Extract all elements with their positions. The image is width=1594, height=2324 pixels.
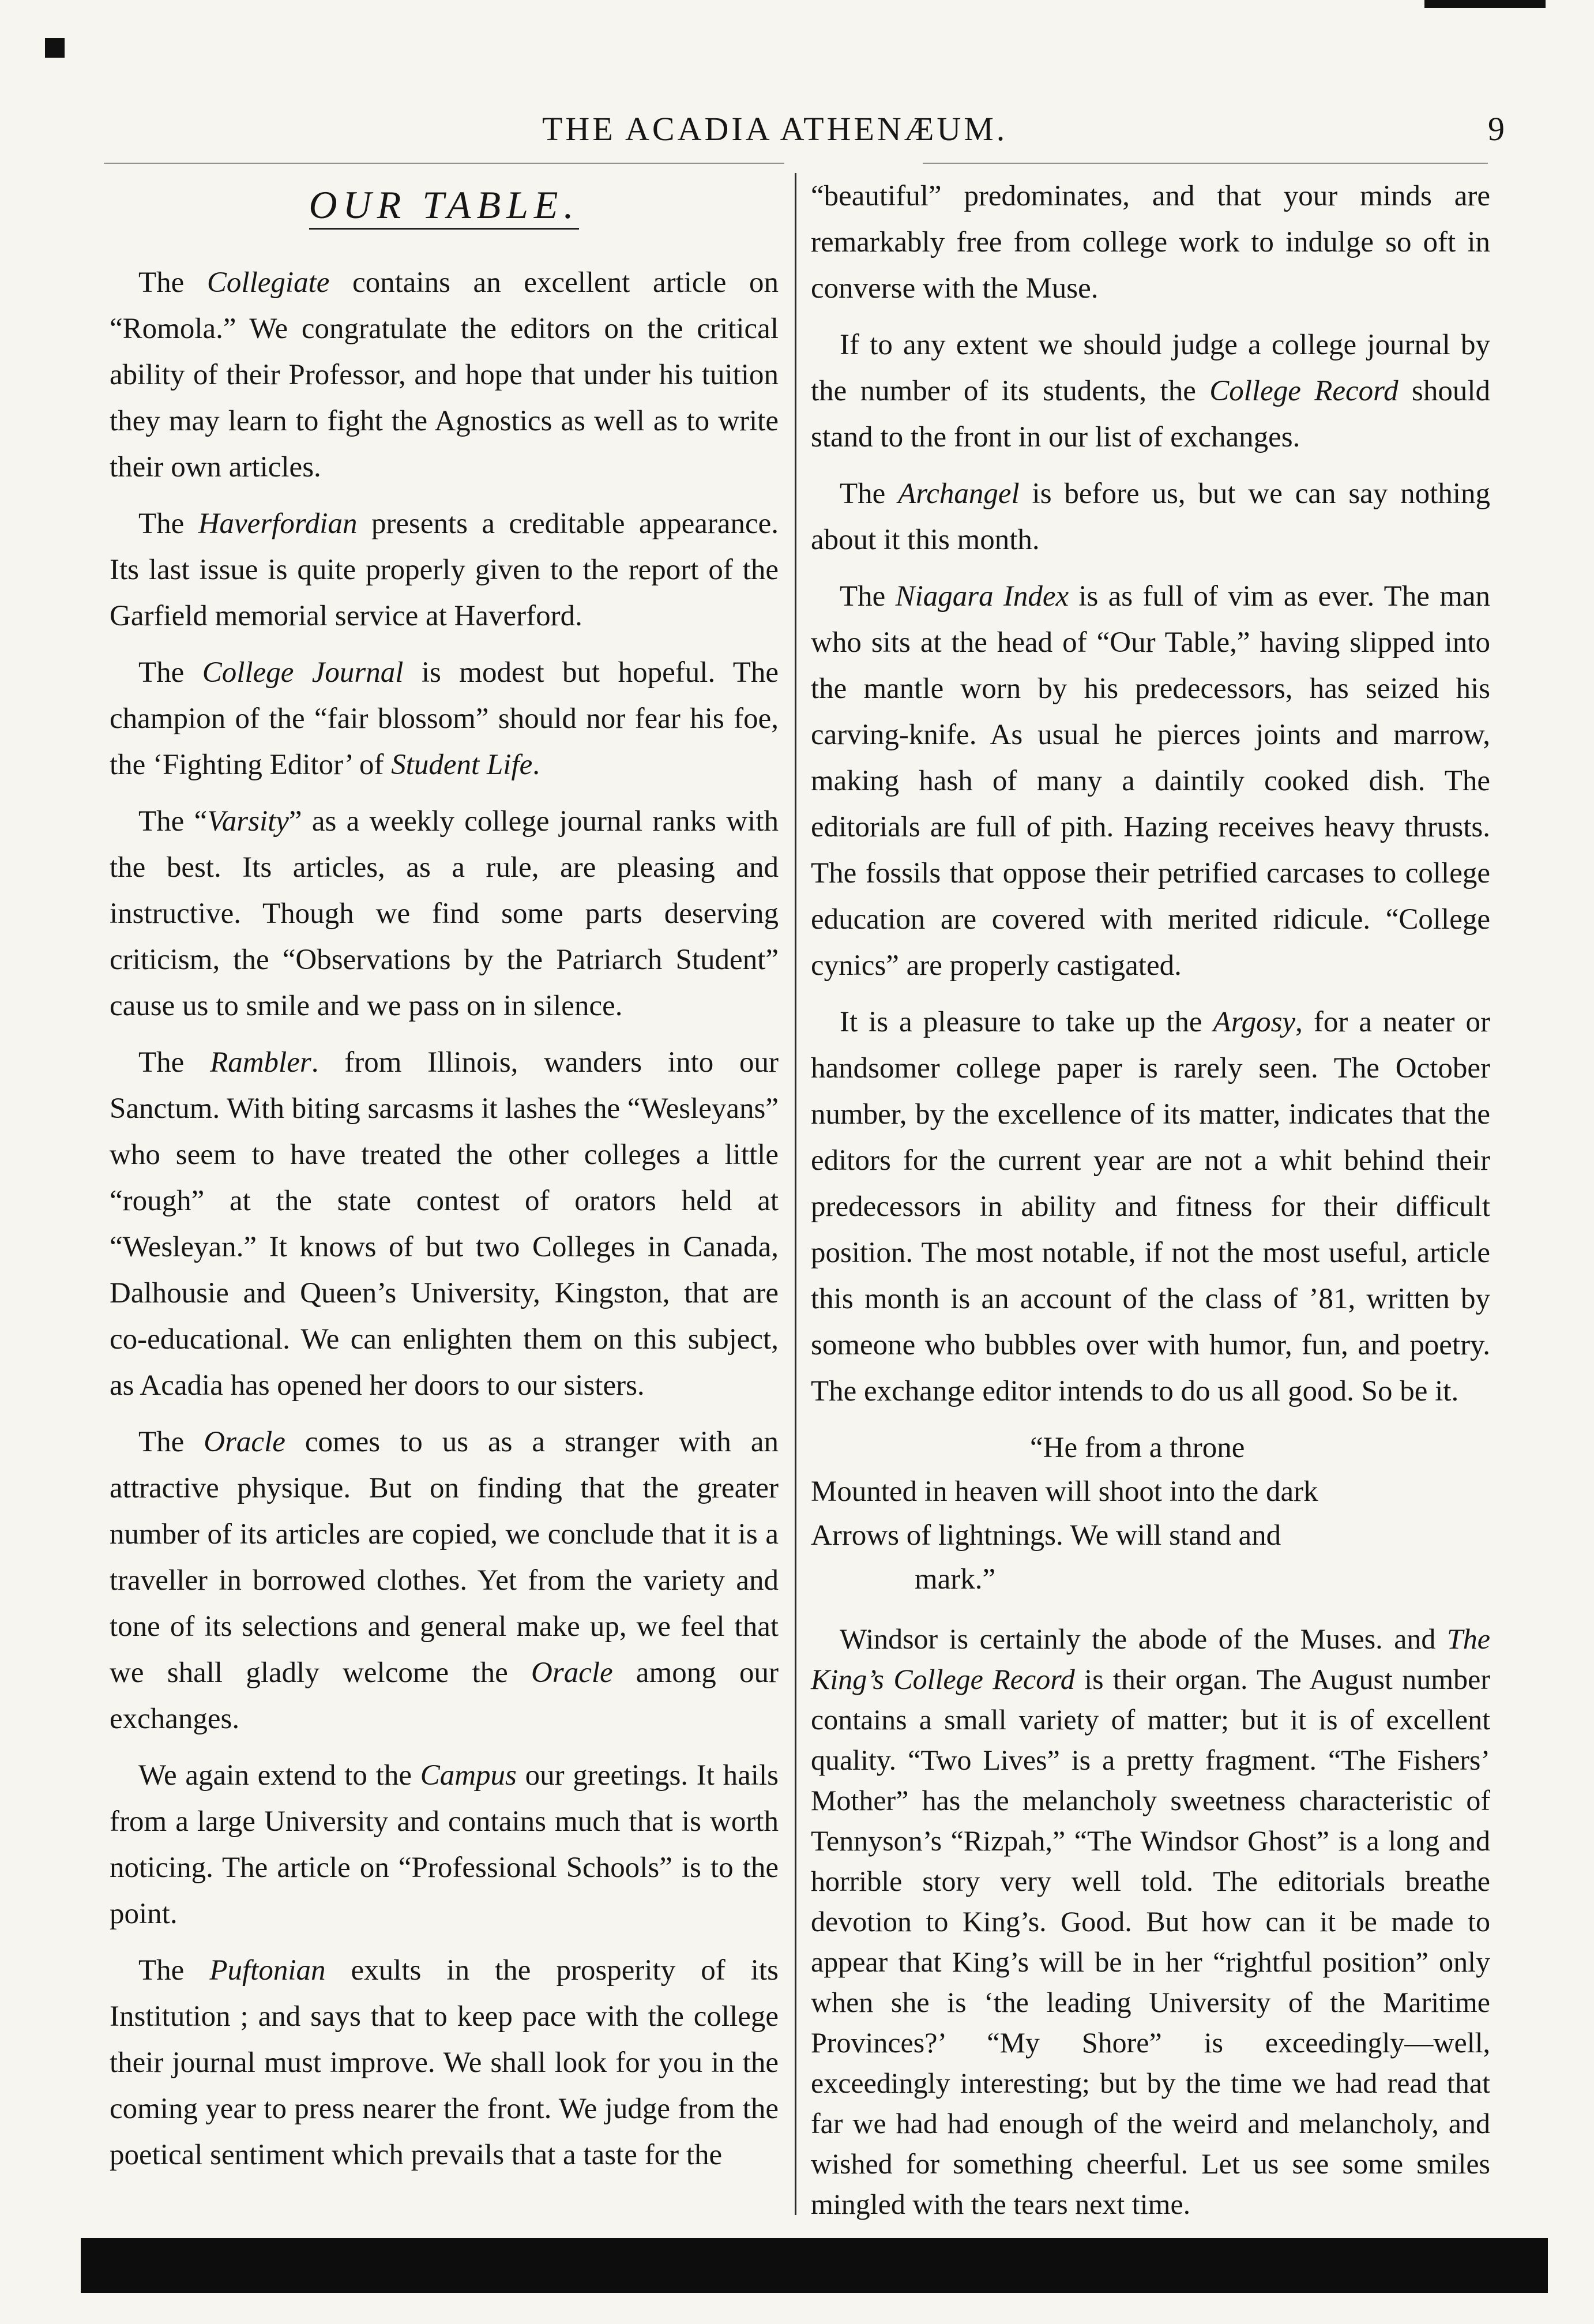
- journal-title: Haverfordian: [198, 508, 358, 540]
- journal-title: Varsity: [207, 805, 289, 838]
- column-separator: [795, 173, 796, 2215]
- paragraph: [110, 260, 779, 490]
- paragraph-text: is modest but hopeful. The champion of the “fair blossom” should nor fear his foe, the ‘Fighting Editor’ of: [110, 656, 779, 781]
- paragraph-text: contains an excellent article on “Romola.” We congratulate the editors on the critical ability of their Professor, and hope that under his tuition they may learn to fight the Agnostics as well as to write their own articles.: [110, 266, 779, 483]
- paragraph-text: is before us, but we can say nothing about it this month.: [811, 478, 1490, 556]
- journal-title: The King’s College Record: [811, 1623, 1490, 1695]
- paragraph-text: The: [138, 1954, 210, 1987]
- bottom-edge-bar: [81, 2238, 1548, 2293]
- paragraph: [811, 173, 1490, 311]
- journal-title: Oracle: [204, 1426, 285, 1458]
- right-paragraphs-lower: [811, 1619, 1490, 2224]
- paragraph: [110, 1419, 779, 1742]
- paragraph-text: .: [532, 749, 540, 781]
- paragraph-text: The: [138, 1426, 204, 1458]
- journal-title: Collegiate: [206, 266, 330, 299]
- right-paragraphs-upper: [811, 173, 1490, 1414]
- paragraph-text: It is a pleasure to take up the: [840, 1006, 1213, 1038]
- paragraph-text: presents a creditable appearance. Its last issue is quite properly given to the report of the Garfield memorial service at Haverford.: [110, 508, 779, 632]
- header-rule-left: [104, 163, 784, 164]
- left-paragraphs: [110, 260, 779, 2178]
- paragraph-text: The: [138, 266, 207, 299]
- paragraph: [811, 322, 1490, 460]
- paragraph-text: The “: [138, 805, 208, 838]
- journal-title: Puftonian: [209, 1954, 326, 1987]
- paragraph: [811, 471, 1490, 563]
- paragraph-text: The: [138, 1046, 210, 1079]
- paragraph-text: The: [840, 478, 898, 510]
- running-header: [104, 110, 1519, 156]
- paragraph: [811, 573, 1490, 989]
- registration-mark: [45, 38, 65, 58]
- paragraph-text: . from Illinois, wanders into our Sanctum. With biting sarcasms it lashes the “Wesleyans” who seem to have treated the other colleges a little “rough” at the state contest of orators held at “Wesleyan.” It knows of but two Colleges in Canada, Dalhousie and Queen’s University, Kingston, that are co-educational. We can enlighten them on this subject, as Acadia has opened her doors to our sisters.: [110, 1046, 779, 1402]
- paragraph: [110, 798, 779, 1029]
- paragraph: [110, 1752, 779, 1937]
- paragraph: [110, 649, 779, 788]
- right-column: [811, 173, 1490, 2235]
- paragraph: [811, 999, 1490, 1414]
- paragraph: [110, 1947, 779, 2178]
- journal-title: Oracle: [531, 1657, 613, 1689]
- paragraph-text: our greetings. It hails from a large University and contains much that is worth noticing. The article on “Professional Schools” is to the point.: [110, 1759, 779, 1930]
- paragraph: [110, 501, 779, 639]
- paragraph-text: is as full of vim as ever. The man who sits at the head of “Our Table,” having slipped into the mantle worn by his predecessors, has seized his carving-knife. As usual he pierces joints and marrow, making hash of many a daintily cooked dish. The editorials are full of pith. Hazing receives heavy thrusts. The fossils that oppose their petrified carcases to college education are covered with merited ridicule. “College cynics” are properly castigated.: [811, 580, 1490, 982]
- paragraph-text: exults in the prosperity of its Institution ; and says that to keep pace with the college their journal must improve. We shall look for you in the coming year to press nearer the front. We judge from the poetical sentiment which prevails that a taste for the: [110, 1954, 779, 2171]
- paragraph: [811, 1619, 1490, 2224]
- journal-title: Student Life: [391, 749, 533, 781]
- paragraph-text: Windsor is certainly the abode of the Muses. and: [840, 1623, 1447, 1655]
- paragraph-text: “beautiful” predominates, and that your minds are remarkably free from college work to indulge so oft in converse with the Muse.: [811, 180, 1490, 305]
- poem-line: “He from a throne: [1030, 1432, 1245, 1464]
- left-column: [110, 173, 779, 2188]
- paragraph-text: comes to us as a stranger with an attractive physique. But on finding that the greater number of its articles are copied, we conclude that it is a traveller in borrowed clothes. Yet from the variety and tone of its selections and general make up, we feel that we shall gladly welcome the: [110, 1426, 779, 1689]
- paragraph-text: is their organ. The August number contains a small variety of matter; but it is of excellent quality. “Two Lives” is a pretty fragment. “The Fishers’ Mother” has the melancholy sweetness characteristic of Tennyson’s “Rizpah,” “The Windsor Ghost” is a long and horrible story very well told. The editorials breathe devotion to King’s. Good. But how can it be made to appear that King’s will be in her “rightful position” only when she is ‘the leading University of the Maritime Provinces?’ “My Shore” is exceedingly—well, exceedingly interesting; but by the time we had read that far we had had enough of the weird and melancholy, and wished for something cheerful. Let us see some smiles mingled with the tears next time.: [811, 1663, 1490, 2220]
- paragraph-text: among our exchanges.: [110, 1657, 779, 1735]
- paragraph-text: We again extend to the: [138, 1759, 420, 1792]
- running-title: THE ACADIA ATHENÆUM.: [542, 110, 1008, 148]
- journal-title: Archangel: [898, 478, 1020, 510]
- paragraph-text: The: [138, 508, 198, 540]
- journal-title: Rambler: [210, 1046, 311, 1079]
- poem-line: mark.”: [915, 1563, 996, 1595]
- top-edge-rule: [1424, 0, 1546, 8]
- paragraph-text: If to any extent we should judge a college journal by the number of its students, the: [811, 329, 1490, 407]
- journal-title: College Record: [1209, 375, 1398, 407]
- journal-title: Argosy: [1213, 1006, 1296, 1038]
- page-number: 9: [1488, 110, 1507, 148]
- paragraph-text: The: [138, 656, 202, 689]
- journal-title: College Journal: [202, 656, 404, 689]
- poem-quote: [811, 1426, 1490, 1601]
- journal-title: Campus: [420, 1759, 517, 1792]
- poem-line: Arrows of lightnings. We will stand and: [811, 1519, 1281, 1552]
- paragraph-text: should stand to the front in our list of exchanges.: [811, 375, 1490, 453]
- paragraph-text: , for a neater or handsomer college paper is rarely seen. The October number, by the excellence of its matter, indicates that the editors for the current year are not a whit behind their predecessors in ability and fitness for their difficult position. The most notable, if not the most useful, article this month is an account of the class of ’81, written by someone who bubbles over with humor, fun, and poetry. The exchange editor intends to do us all good. So be it.: [811, 1006, 1490, 1407]
- paragraph-text: ” as a weekly college journal ranks with the best. Its articles, as a rule, are pleasing and instructive. Though we find some parts deserving criticism, the “Observations by the Patriarch Student” cause us to smile and we pass on in silence.: [110, 805, 779, 1022]
- poem-line: Mounted in heaven will shoot into the dark: [811, 1476, 1318, 1508]
- section-title: OUR TABLE.: [110, 173, 779, 236]
- paragraph: [110, 1039, 779, 1409]
- paragraph-text: The: [840, 580, 896, 613]
- header-rule-right: [923, 163, 1488, 164]
- journal-title: Niagara Index: [895, 580, 1069, 613]
